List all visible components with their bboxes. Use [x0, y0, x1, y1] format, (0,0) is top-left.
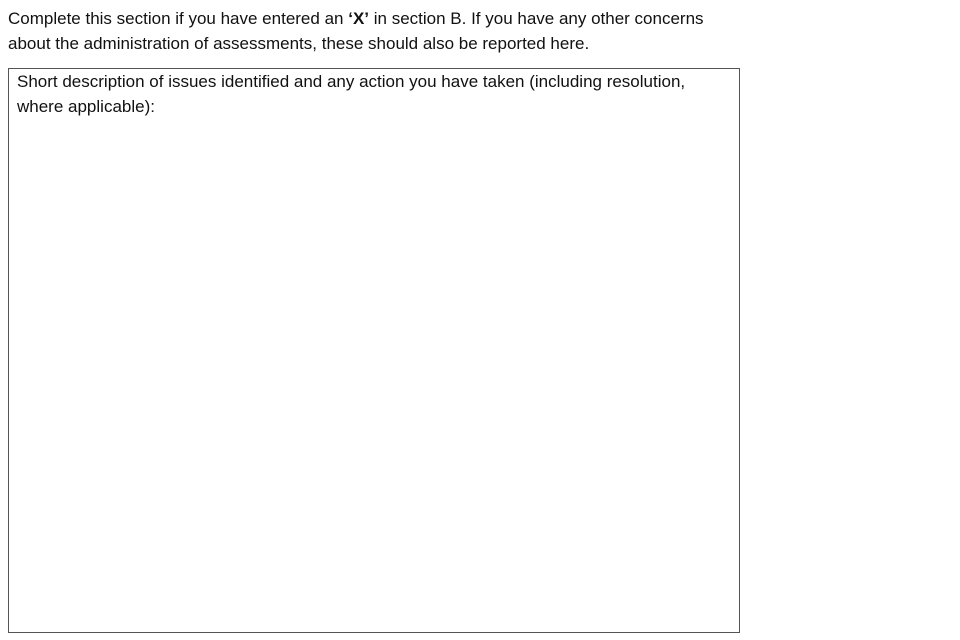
instructions-mark: X: [352, 9, 365, 28]
issues-description-box[interactable]: [8, 68, 740, 633]
issues-description-label: Short description of issues identified and any action you have taken (including resolution, where applicable):: [17, 72, 686, 116]
instructions-part2: in section B. If you have any other concerns about the administration of assessments, these should also be reported here.: [8, 9, 704, 53]
issues-description-field[interactable]: [15, 125, 733, 626]
instructions-part1: Complete this section if you have entered an: [8, 9, 349, 28]
instructions-quote-open: ‘: [348, 9, 353, 28]
section-instructions: [8, 6, 738, 56]
instructions-quote-close: ’: [364, 9, 370, 28]
